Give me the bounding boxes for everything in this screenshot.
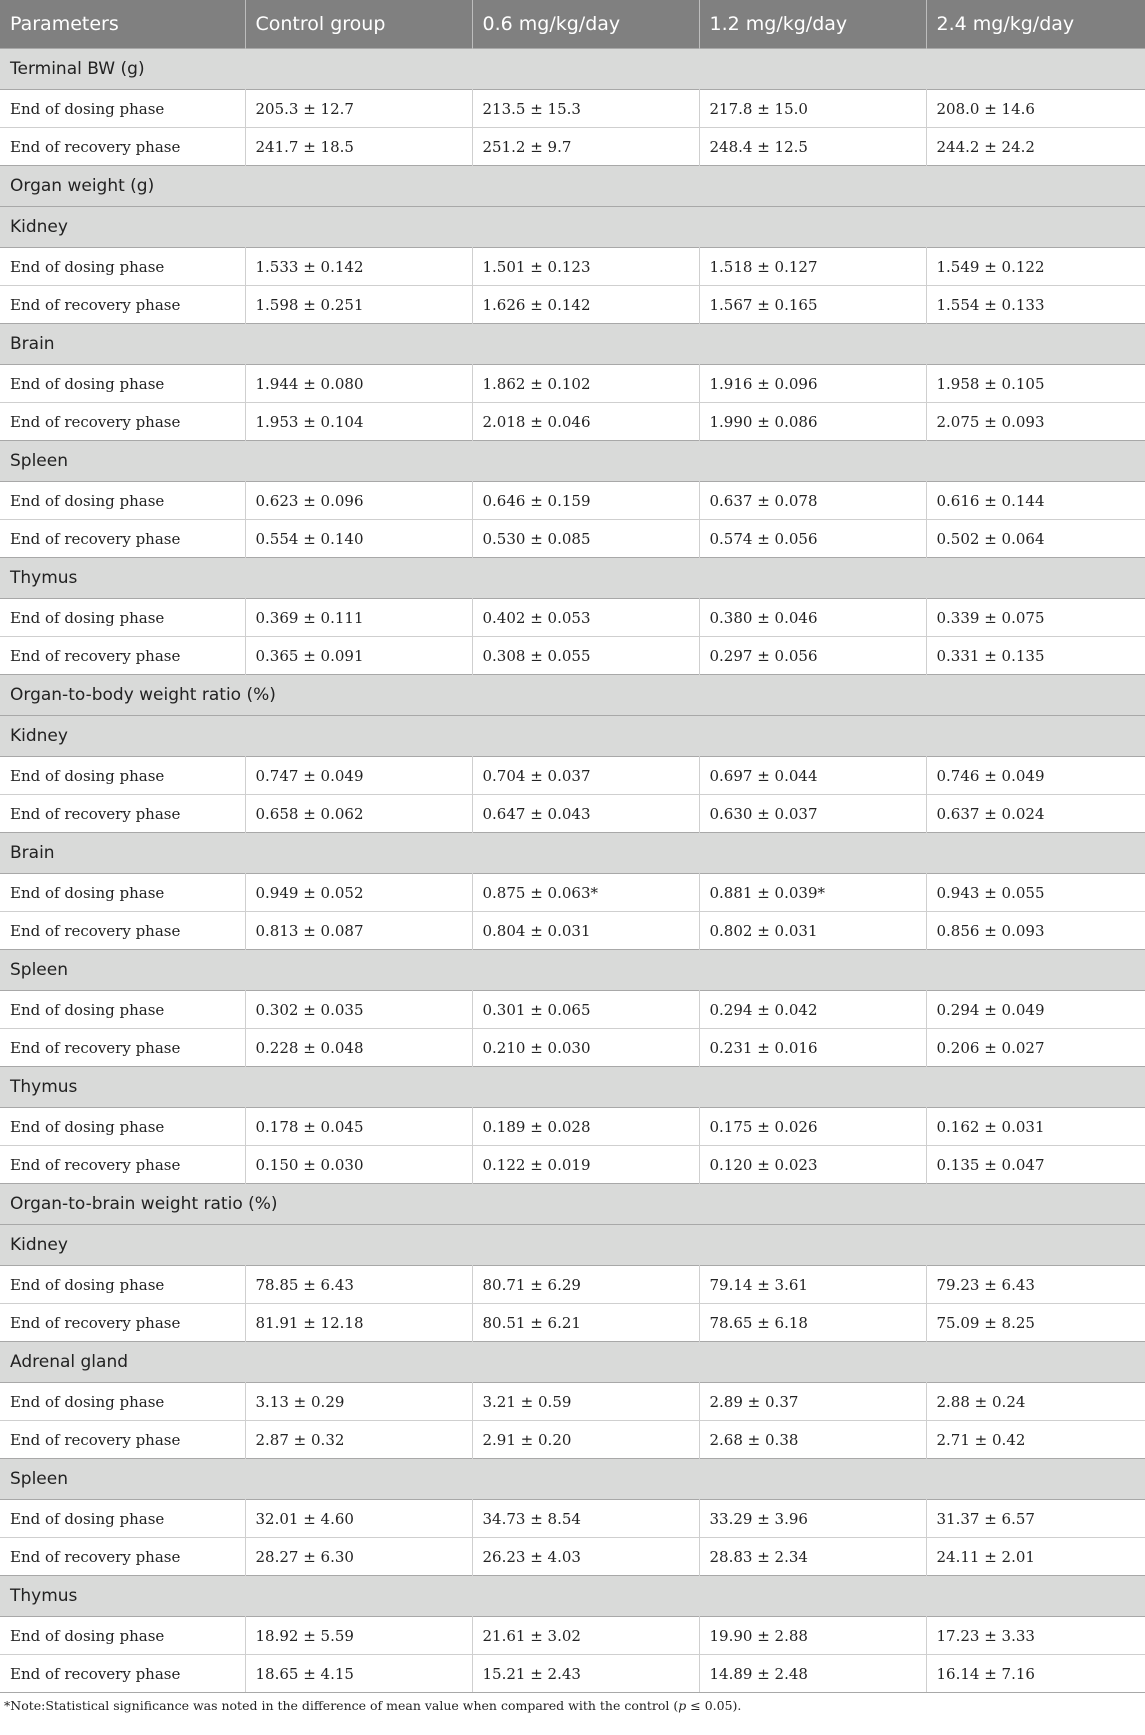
- section-label: Thymus: [0, 1576, 1145, 1617]
- table-cell: 80.71 ± 6.29: [472, 1266, 699, 1304]
- table-row: [0, 757, 1145, 795]
- table-cell: 81.91 ± 12.18: [245, 1304, 472, 1342]
- section-label: Spleen: [0, 441, 1145, 482]
- table-row: [0, 1266, 1145, 1304]
- section-row: [0, 1184, 1145, 1225]
- table-cell: 1.990 ± 0.086: [699, 403, 926, 441]
- section-label: Kidney: [0, 716, 1145, 757]
- table-row: [0, 912, 1145, 950]
- table-cell: 17.23 ± 3.33: [926, 1617, 1145, 1655]
- section-label: Brain: [0, 324, 1145, 365]
- table-row: [0, 1421, 1145, 1459]
- header-dose-1-2: 1.2 mg/kg/day: [699, 0, 926, 49]
- header-row: [0, 0, 1145, 49]
- table-cell: 2.075 ± 0.093: [926, 403, 1145, 441]
- row-label: End of dosing phase: [0, 90, 245, 128]
- table-cell: 33.29 ± 3.96: [699, 1500, 926, 1538]
- table-cell: 18.65 ± 4.15: [245, 1655, 472, 1693]
- table-cell: 80.51 ± 6.21: [472, 1304, 699, 1342]
- table-cell: 0.802 ± 0.031: [699, 912, 926, 950]
- table-cell: 1.598 ± 0.251: [245, 286, 472, 324]
- table-cell: 34.73 ± 8.54: [472, 1500, 699, 1538]
- table-cell: 0.228 ± 0.048: [245, 1029, 472, 1067]
- table-cell: 0.150 ± 0.030: [245, 1146, 472, 1184]
- table-cell: 0.554 ± 0.140: [245, 520, 472, 558]
- table-cell: 0.297 ± 0.056: [699, 637, 926, 675]
- table-cell: 0.943 ± 0.055: [926, 874, 1145, 912]
- table-cell: 0.747 ± 0.049: [245, 757, 472, 795]
- row-label: End of recovery phase: [0, 1421, 245, 1459]
- table-cell: 0.637 ± 0.078: [699, 482, 926, 520]
- footnote-suffix: ≤ 0.05).: [686, 1698, 742, 1713]
- table-row: [0, 874, 1145, 912]
- table-cell: 1.549 ± 0.122: [926, 248, 1145, 286]
- row-label: End of dosing phase: [0, 874, 245, 912]
- row-label: End of dosing phase: [0, 482, 245, 520]
- table-cell: 0.175 ± 0.026: [699, 1108, 926, 1146]
- row-label: End of dosing phase: [0, 248, 245, 286]
- table-cell: 0.231 ± 0.016: [699, 1029, 926, 1067]
- table-cell: 0.658 ± 0.062: [245, 795, 472, 833]
- table-cell: 0.704 ± 0.037: [472, 757, 699, 795]
- row-label: End of recovery phase: [0, 1146, 245, 1184]
- table-cell: 0.697 ± 0.044: [699, 757, 926, 795]
- section-label: Organ weight (g): [0, 166, 1145, 207]
- table-cell: 0.380 ± 0.046: [699, 599, 926, 637]
- table-cell: 0.302 ± 0.035: [245, 991, 472, 1029]
- table-cell: 244.2 ± 24.2: [926, 128, 1145, 166]
- section-label: Kidney: [0, 207, 1145, 248]
- table-cell: 78.65 ± 6.18: [699, 1304, 926, 1342]
- row-label: End of dosing phase: [0, 365, 245, 403]
- section-label: Thymus: [0, 1067, 1145, 1108]
- table-body: [0, 49, 1145, 1693]
- row-label: End of recovery phase: [0, 128, 245, 166]
- footnote-p-symbol: p: [678, 1698, 687, 1713]
- table-row: [0, 1538, 1145, 1576]
- row-label: End of recovery phase: [0, 1304, 245, 1342]
- table-cell: 24.11 ± 2.01: [926, 1538, 1145, 1576]
- table-cell: 0.881 ± 0.039*: [699, 874, 926, 912]
- table-cell: 0.813 ± 0.087: [245, 912, 472, 950]
- table-cell: 241.7 ± 18.5: [245, 128, 472, 166]
- table-cell: 217.8 ± 15.0: [699, 90, 926, 128]
- table-row: [0, 599, 1145, 637]
- table-cell: 1.554 ± 0.133: [926, 286, 1145, 324]
- table-row: [0, 1655, 1145, 1693]
- row-label: End of dosing phase: [0, 757, 245, 795]
- header-control-group: Control group: [245, 0, 472, 49]
- table-cell: 1.533 ± 0.142: [245, 248, 472, 286]
- table-cell: 213.5 ± 15.3: [472, 90, 699, 128]
- table-cell: 0.206 ± 0.027: [926, 1029, 1145, 1067]
- row-label: End of recovery phase: [0, 1538, 245, 1576]
- section-label: Brain: [0, 833, 1145, 874]
- section-row: [0, 1459, 1145, 1500]
- table-cell: 3.21 ± 0.59: [472, 1383, 699, 1421]
- table-cell: 0.402 ± 0.053: [472, 599, 699, 637]
- table-cell: 0.365 ± 0.091: [245, 637, 472, 675]
- footnote: [0, 1692, 1145, 1713]
- table-cell: 1.944 ± 0.080: [245, 365, 472, 403]
- row-label: End of recovery phase: [0, 1655, 245, 1693]
- row-label: End of dosing phase: [0, 1383, 245, 1421]
- table-row: [0, 128, 1145, 166]
- section-label: Adrenal gland: [0, 1342, 1145, 1383]
- section-label: Organ-to-body weight ratio (%): [0, 675, 1145, 716]
- table-cell: 0.646 ± 0.159: [472, 482, 699, 520]
- table-cell: 2.018 ± 0.046: [472, 403, 699, 441]
- table-cell: 0.189 ± 0.028: [472, 1108, 699, 1146]
- table-cell: 2.71 ± 0.42: [926, 1421, 1145, 1459]
- table-cell: 0.178 ± 0.045: [245, 1108, 472, 1146]
- table-cell: 0.949 ± 0.052: [245, 874, 472, 912]
- table-cell: 1.862 ± 0.102: [472, 365, 699, 403]
- table-cell: 0.616 ± 0.144: [926, 482, 1145, 520]
- table-header: [0, 0, 1145, 49]
- section-label: Kidney: [0, 1225, 1145, 1266]
- table-row: [0, 1617, 1145, 1655]
- row-label: End of recovery phase: [0, 286, 245, 324]
- table-cell: 0.369 ± 0.111: [245, 599, 472, 637]
- table-cell: 0.135 ± 0.047: [926, 1146, 1145, 1184]
- section-row: [0, 950, 1145, 991]
- table-row: [0, 1029, 1145, 1067]
- table-row: [0, 1383, 1145, 1421]
- table-cell: 79.14 ± 3.61: [699, 1266, 926, 1304]
- table-cell: 0.502 ± 0.064: [926, 520, 1145, 558]
- section-row: [0, 166, 1145, 207]
- row-label: End of recovery phase: [0, 403, 245, 441]
- table-row: [0, 90, 1145, 128]
- table-cell: 26.23 ± 4.03: [472, 1538, 699, 1576]
- table-cell: 0.804 ± 0.031: [472, 912, 699, 950]
- table-cell: 1.518 ± 0.127: [699, 248, 926, 286]
- section-row: [0, 833, 1145, 874]
- table-cell: 1.953 ± 0.104: [245, 403, 472, 441]
- table-cell: 1.501 ± 0.123: [472, 248, 699, 286]
- table-cell: 0.647 ± 0.043: [472, 795, 699, 833]
- table-cell: 0.162 ± 0.031: [926, 1108, 1145, 1146]
- row-label: End of recovery phase: [0, 1029, 245, 1067]
- table-cell: 2.68 ± 0.38: [699, 1421, 926, 1459]
- row-label: End of dosing phase: [0, 1500, 245, 1538]
- section-label: Spleen: [0, 950, 1145, 991]
- table-cell: 208.0 ± 14.6: [926, 90, 1145, 128]
- section-row: [0, 675, 1145, 716]
- table-cell: 0.746 ± 0.049: [926, 757, 1145, 795]
- table-cell: 28.83 ± 2.34: [699, 1538, 926, 1576]
- table-row: [0, 520, 1145, 558]
- table-cell: 78.85 ± 6.43: [245, 1266, 472, 1304]
- table-cell: 16.14 ± 7.16: [926, 1655, 1145, 1693]
- table-cell: 0.875 ± 0.063*: [472, 874, 699, 912]
- row-label: End of recovery phase: [0, 795, 245, 833]
- table-cell: 19.90 ± 2.88: [699, 1617, 926, 1655]
- table-row: [0, 991, 1145, 1029]
- row-label: End of recovery phase: [0, 520, 245, 558]
- row-label: End of recovery phase: [0, 912, 245, 950]
- row-label: End of dosing phase: [0, 1266, 245, 1304]
- table-cell: 0.530 ± 0.085: [472, 520, 699, 558]
- row-label: End of dosing phase: [0, 1108, 245, 1146]
- table-cell: 31.37 ± 6.57: [926, 1500, 1145, 1538]
- table-cell: 0.339 ± 0.075: [926, 599, 1145, 637]
- table-cell: 2.88 ± 0.24: [926, 1383, 1145, 1421]
- section-row: [0, 1576, 1145, 1617]
- section-row: [0, 1342, 1145, 1383]
- table-row: [0, 1108, 1145, 1146]
- row-label: End of dosing phase: [0, 991, 245, 1029]
- table-cell: 0.210 ± 0.030: [472, 1029, 699, 1067]
- table-row: [0, 795, 1145, 833]
- section-row: [0, 441, 1145, 482]
- table-cell: 2.89 ± 0.37: [699, 1383, 926, 1421]
- table-cell: 1.958 ± 0.105: [926, 365, 1145, 403]
- section-label: Organ-to-brain weight ratio (%): [0, 1184, 1145, 1225]
- section-label: Terminal BW (g): [0, 49, 1145, 90]
- table-cell: 75.09 ± 8.25: [926, 1304, 1145, 1342]
- table-cell: 28.27 ± 6.30: [245, 1538, 472, 1576]
- table-cell: 32.01 ± 4.60: [245, 1500, 472, 1538]
- section-row: [0, 1225, 1145, 1266]
- table-cell: 1.626 ± 0.142: [472, 286, 699, 324]
- row-label: End of recovery phase: [0, 637, 245, 675]
- table-row: [0, 365, 1145, 403]
- table-cell: 0.294 ± 0.042: [699, 991, 926, 1029]
- table-cell: 0.308 ± 0.055: [472, 637, 699, 675]
- header-parameters: Parameters: [0, 0, 245, 49]
- table-cell: 0.294 ± 0.049: [926, 991, 1145, 1029]
- table-cell: 2.87 ± 0.32: [245, 1421, 472, 1459]
- section-row: [0, 324, 1145, 365]
- table-cell: 14.89 ± 2.48: [699, 1655, 926, 1693]
- section-row: [0, 716, 1145, 757]
- table-cell: 0.637 ± 0.024: [926, 795, 1145, 833]
- table-cell: 251.2 ± 9.7: [472, 128, 699, 166]
- row-label: End of dosing phase: [0, 1617, 245, 1655]
- section-row: [0, 49, 1145, 90]
- table-cell: 15.21 ± 2.43: [472, 1655, 699, 1693]
- table-cell: 18.92 ± 5.59: [245, 1617, 472, 1655]
- table-row: [0, 1304, 1145, 1342]
- table-cell: 0.301 ± 0.065: [472, 991, 699, 1029]
- table-cell: 0.574 ± 0.056: [699, 520, 926, 558]
- table-cell: 0.630 ± 0.037: [699, 795, 926, 833]
- table-row: [0, 1500, 1145, 1538]
- section-row: [0, 207, 1145, 248]
- table-cell: 0.623 ± 0.096: [245, 482, 472, 520]
- footnote-prefix: *Note:Statistical significance was noted in the difference of mean value when compared with the control (: [4, 1698, 679, 1713]
- header-dose-0-6: 0.6 mg/kg/day: [472, 0, 699, 49]
- table-row: [0, 637, 1145, 675]
- table-cell: 0.331 ± 0.135: [926, 637, 1145, 675]
- table-cell: 0.120 ± 0.023: [699, 1146, 926, 1184]
- table-cell: 248.4 ± 12.5: [699, 128, 926, 166]
- table-row: [0, 286, 1145, 324]
- table-cell: 1.567 ± 0.165: [699, 286, 926, 324]
- table-cell: 0.856 ± 0.093: [926, 912, 1145, 950]
- row-label: End of dosing phase: [0, 599, 245, 637]
- table-cell: 1.916 ± 0.096: [699, 365, 926, 403]
- table-row: [0, 248, 1145, 286]
- table-cell: 0.122 ± 0.019: [472, 1146, 699, 1184]
- table-cell: 21.61 ± 3.02: [472, 1617, 699, 1655]
- section-row: [0, 558, 1145, 599]
- header-dose-2-4: 2.4 mg/kg/day: [926, 0, 1145, 49]
- table-cell: 79.23 ± 6.43: [926, 1266, 1145, 1304]
- table-row: [0, 1146, 1145, 1184]
- table-cell: 3.13 ± 0.29: [245, 1383, 472, 1421]
- section-row: [0, 1067, 1145, 1108]
- table-cell: 2.91 ± 0.20: [472, 1421, 699, 1459]
- section-label: Spleen: [0, 1459, 1145, 1500]
- section-label: Thymus: [0, 558, 1145, 599]
- table-row: [0, 403, 1145, 441]
- table-row: [0, 482, 1145, 520]
- table-cell: 205.3 ± 12.7: [245, 90, 472, 128]
